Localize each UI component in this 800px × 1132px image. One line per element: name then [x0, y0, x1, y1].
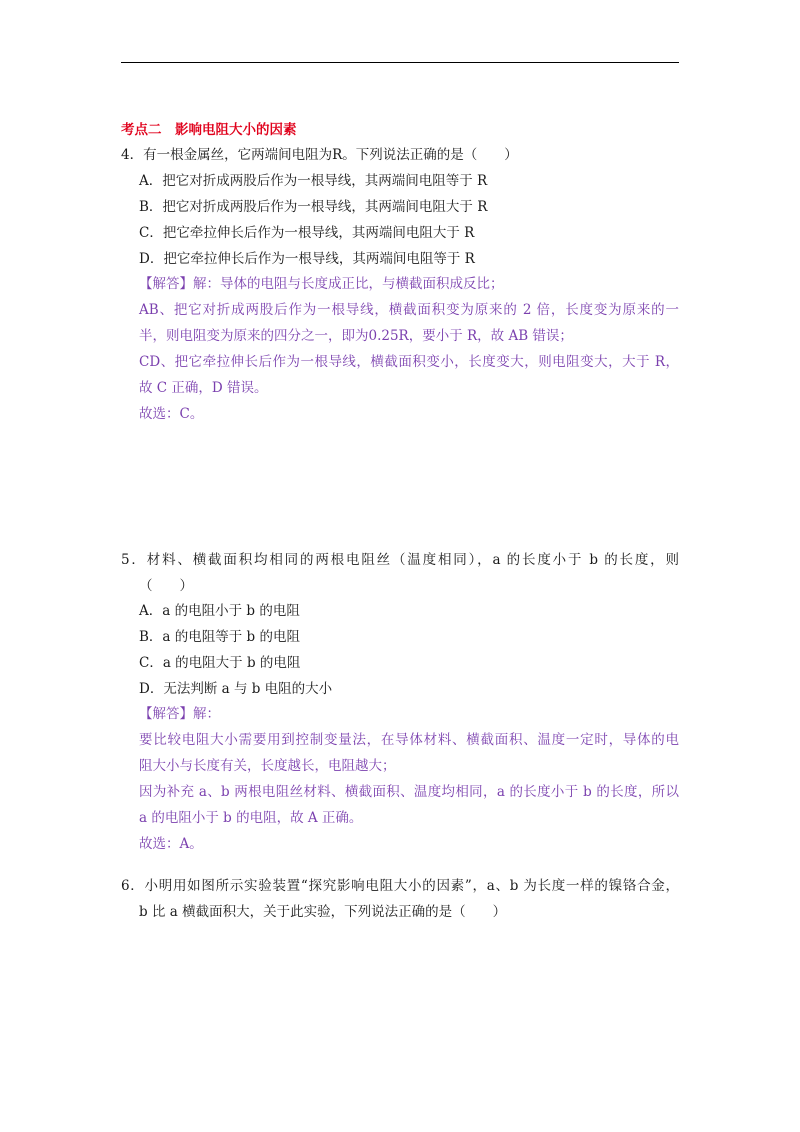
question-5-answer-header: 【解答】解： [139, 706, 220, 722]
question-5-option-a: A．a 的电阻小于 b 的电阻 [139, 603, 300, 619]
question-5-stem-continued: （ ） [139, 578, 193, 594]
question-4-option-b: B．把它对折成两股后作为一根导线，其两端间电阻大于 R [139, 199, 488, 215]
question-4-answer-line: AB、把它对折成两股后作为一根导线，横截面积变为原来的 2 倍，长度变为原来的一 [139, 302, 679, 318]
section-title: 考点二 影响电阻大小的因素 [121, 122, 297, 138]
question-5-answer-line: a 的电阻小于 b 的电阻，故 A 正确。 [139, 810, 363, 826]
question-4-stem: 4．有一根金属丝，它两端间电阻为R。下列说法正确的是（ ） [121, 147, 518, 163]
question-4-answer-header: 【解答】解：导体的电阻与长度成正比，与横截面积成反比； [139, 276, 504, 292]
header-rule [121, 62, 679, 63]
question-4-answer-line: CD、把它牵拉伸长后作为一根导线，横截面积变小，长度变大，则电阻变大，大于 R， [139, 354, 679, 370]
question-5-option-b: B．a 的电阻等于 b 的电阻 [139, 629, 300, 645]
question-4-option-a: A．把它对折成两股后作为一根导线，其两端间电阻等于 R [139, 173, 488, 189]
question-4-answer-line: 故 C 正确，D 错误。 [139, 380, 268, 396]
question-5-answer-line: 阻大小与长度有关，长度越长，电阻越大； [139, 758, 396, 774]
question-4-option-c: C．把它牵拉伸长后作为一根导线，其两端间电阻大于 R [139, 225, 475, 241]
question-5-option-d: D．无法判断 a 与 b 电阻的大小 [139, 681, 333, 697]
question-5-option-c: C．a 的电阻大于 b 的电阻 [139, 655, 301, 671]
question-4-option-d: D．把它牵拉伸长后作为一根导线，其两端间电阻等于 R [139, 251, 475, 267]
question-5-answer-line: 因为补充 a、b 两根电阻丝材料、横截面积、温度均相同，a 的长度小于 b 的长度，所以 [139, 784, 679, 800]
question-6-stem-continued: b 比 a 横截面积大，关于此实验，下列说法正确的是（ ） [139, 904, 507, 920]
question-4-answer-choice: 故选：C。 [139, 406, 204, 422]
question-5-answer-choice: 故选：A。 [139, 836, 203, 852]
question-4-answer-line: 半，则电阻变为原来的四分之一，即为0.25R，要小于 R，故 AB 错误； [139, 328, 573, 344]
question-6-stem: 6．小明用如图所示实验装置“探究影响电阻大小的因素”，a、b 为长度一样的镍铬合金， [121, 878, 679, 894]
question-5-answer-line: 要比较电阻大小需要用到控制变量法，在导体材料、横截面积、温度一定时，导体的电 [139, 732, 679, 748]
question-5-stem: 5．材料、横截面积均相同的两根电阻丝（温度相同），a 的长度小于 b 的长度，则 [121, 552, 679, 568]
